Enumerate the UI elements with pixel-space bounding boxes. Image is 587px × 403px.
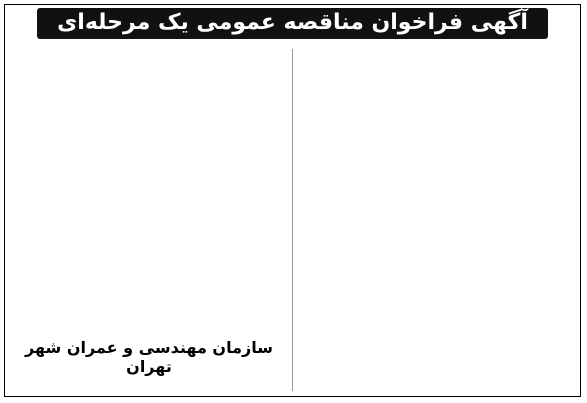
notice-body-right-column [288, 49, 574, 391]
notice-frame [4, 4, 581, 397]
column-divider [292, 49, 293, 391]
notice-title: آگهی فراخوان مناقصه عمومی یک مرحله‌ای [37, 8, 548, 39]
issuer-signature: سازمان مهندسی و عمران شهر تهران [25, 338, 273, 376]
notice-body-left-column [11, 49, 287, 339]
notice-title-bar [5, 5, 580, 41]
